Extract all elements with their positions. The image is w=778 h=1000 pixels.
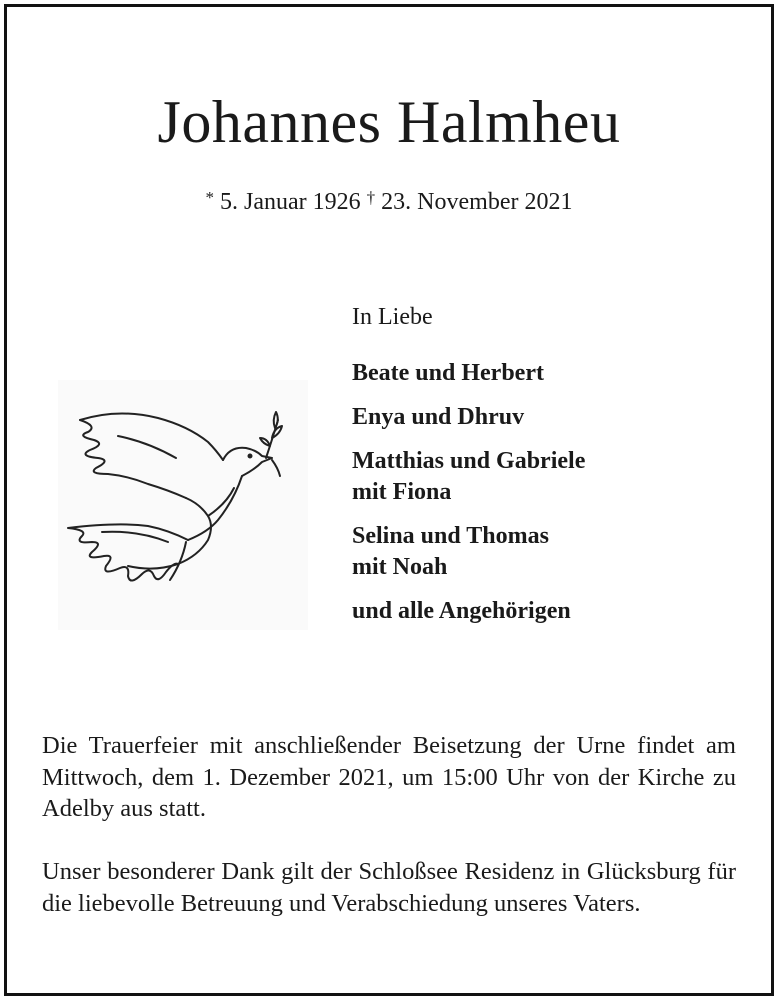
death-date: 23. November 2021 (381, 189, 573, 215)
mourner-entry (352, 596, 732, 627)
mourner-line: Enya und Dhruv (352, 404, 525, 430)
mourner-line: und alle Angehörigen (352, 598, 571, 624)
dove-with-olive-branch-icon (58, 380, 308, 630)
ceremony-paragraph: Die Trauerfeier mit anschließender Beisetzung der Urne findet am Mittwoch, dem 1. Dezember 2021, um 15:00 Uhr von der Kirche zu Adelby aus statt. (42, 732, 736, 822)
mourners-intro: In Liebe (352, 304, 433, 330)
mourners-list (352, 300, 732, 640)
birth-symbol: * (205, 188, 215, 207)
life-dates (0, 188, 778, 216)
mourner-line: Beate und Herbert (352, 360, 544, 386)
mourner-entry (352, 402, 732, 433)
mourner-line: mit Noah (352, 554, 448, 580)
mourner-line: mit Fiona (352, 479, 452, 505)
mourner-entry (352, 358, 732, 389)
death-symbol: † (366, 188, 376, 207)
mourner-entry (352, 521, 732, 583)
mourner-line: Matthias und Gabriele (352, 448, 586, 474)
birth-date: 5. Januar 1926 (220, 189, 361, 215)
mourner-line: Selina und Thomas (352, 523, 549, 549)
thanks-paragraph: Unser besonderer Dank gilt der Schloßsee Residenz in Glücksburg für die liebevolle Betreuung und Verabschiedung unseres Vaters. (42, 858, 736, 917)
deceased-name: Johannes Halmheu (157, 89, 621, 155)
mourner-entry (352, 446, 732, 508)
